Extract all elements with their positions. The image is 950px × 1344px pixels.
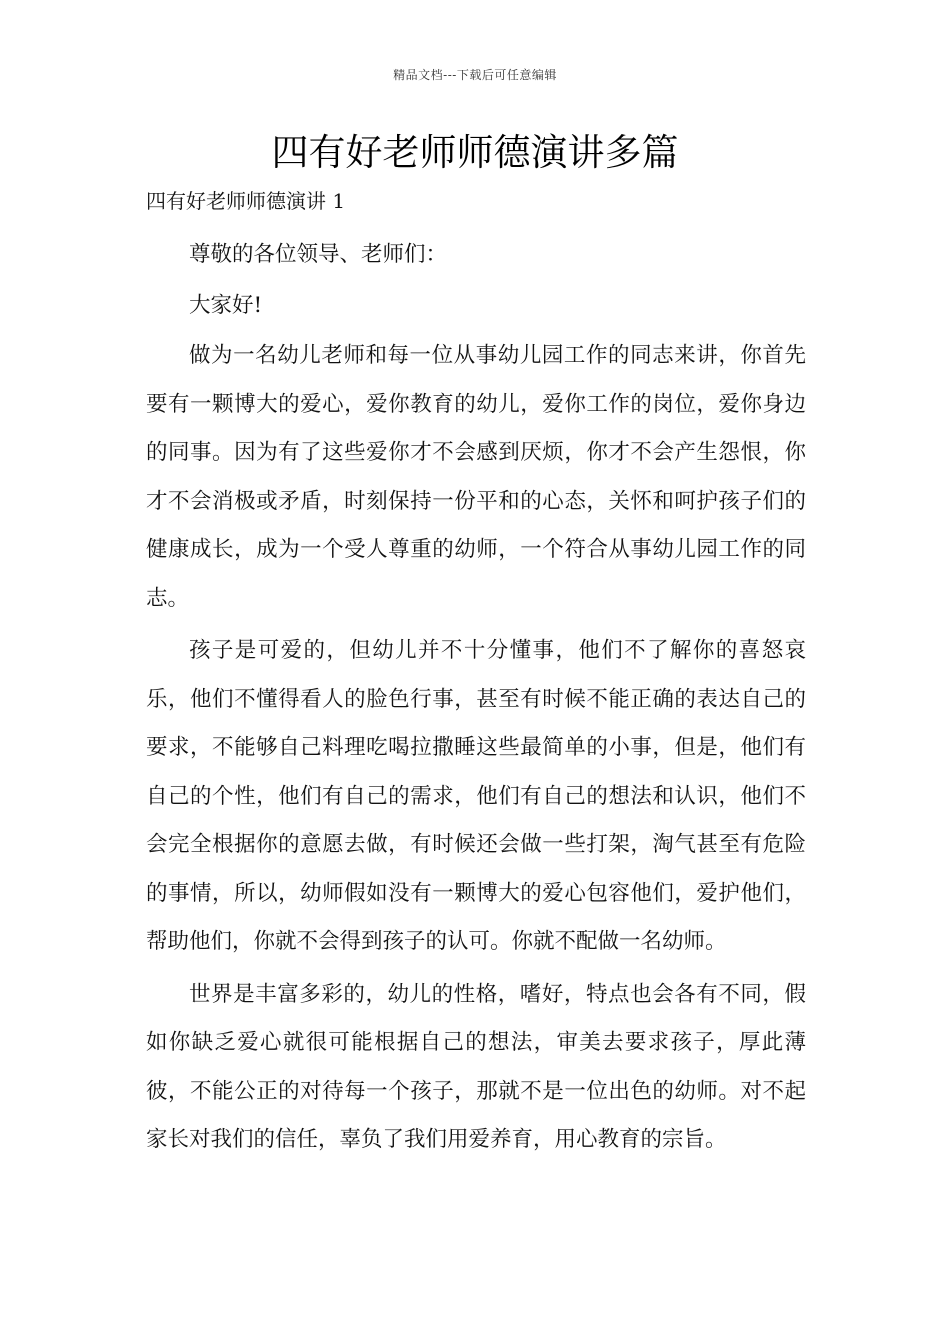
body-text bbox=[146, 231, 806, 1169]
paragraph-1: 做为一名幼儿老师和每一位从事幼儿园工作的同志来讲，你首先要有一颗博大的爱心，爱你教育的幼儿，爱你工作的岗位，爱你身边的同事。因为有了这些爱你才不会感到厌烦，你才不会产生怨恨，你才不会消极或矛盾，时刻保持一份平和的心态，关怀和呵护孩子们的健康成长，成为一个受人尊重的幼师，一个符合从事幼儿园工作的同志。 bbox=[146, 343, 806, 611]
page-title: 四有好老师师德演讲多篇 bbox=[271, 131, 679, 174]
paragraph-3: 世界是丰富多彩的，幼儿的性格，嗜好，特点也会各有不同，假如你缺乏爱心就很可能根据自己的想法，审美去要求孩子，厚此薄彼，不能公正的对待每一个孩子，那就不是一位出色的幼师。对不起家长对我们的信任，辜负了我们用爱养育，用心教育的宗旨。 bbox=[146, 981, 806, 1152]
header-note: 精品文档---下载后可任意编辑 bbox=[393, 68, 557, 82]
paragraph-greeting: 大家好! bbox=[189, 292, 263, 318]
section-heading: 四有好老师师德演讲 1 bbox=[146, 189, 346, 213]
paragraph-salutation: 尊敬的各位领导、老师们： bbox=[189, 242, 448, 267]
paragraph-2: 孩子是可爱的，但幼儿并不十分懂事，他们不了解你的喜怒哀乐，他们不懂得看人的脸色行事，甚至有时候不能正确的表达自己的要求，不能够自己料理吃喝拉撒睡这些最简单的小事，但是，他们有自己的个性，他们有自己的需求，他们有自己的想法和认识，他们不会完全根据你的意愿去做，有时候还会做一些打架，淘气甚至有危险的事情，所以，幼师假如没有一颗博大的爱心包容他们，爱护他们，帮助他们，你就不会得到孩子的认可。你就不配做一名幼师。 bbox=[146, 638, 806, 954]
